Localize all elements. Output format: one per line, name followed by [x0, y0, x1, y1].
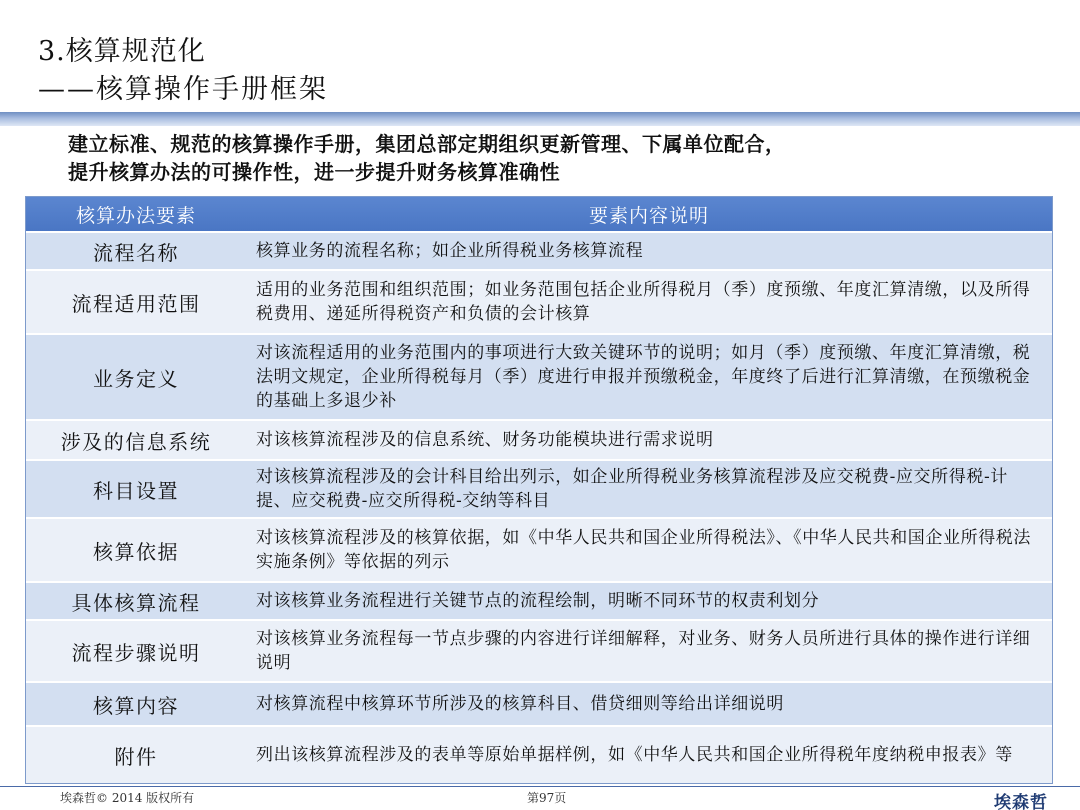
company-logo: 埃森哲 [994, 793, 1048, 810]
row-desc: 对该核算业务流程每一节点步骤的内容进行详细解释，对业务、财务人员所进行具体的操作进行详细说明 [256, 629, 1031, 673]
header-element: 核算办法要素 [75, 204, 196, 227]
intro-line-1: 建立标准、规范的核算操作手册，集团总部定期组织更新管理、下属单位配合， [68, 132, 786, 156]
table-row [26, 727, 1052, 783]
header-description: 要素内容说明 [588, 204, 709, 227]
footer-page-number: 第97页 [527, 791, 567, 805]
row-desc: 对核算流程中核算环节所涉及的核算科目、借贷细则等给出详细说明 [256, 694, 784, 714]
title-divider [0, 112, 1080, 126]
row-name: 流程名称 [93, 240, 179, 265]
row-desc: 对该核算流程涉及的信息系统、财务功能模块进行需求说明 [256, 430, 714, 450]
footer-copyright: 埃森哲© 2014 版权所有 [60, 791, 195, 805]
row-name: 具体核算流程 [71, 590, 201, 615]
row-name: 核算依据 [93, 539, 179, 564]
row-desc: 对该核算流程涉及的会计科目给出列示，如企业所得税业务核算流程涉及应交税费-应交所得税-计提、应交税费-应交所得税-交纳等科目 [256, 467, 1008, 511]
table-header [26, 197, 1052, 233]
row-name: 流程适用范围 [71, 291, 201, 316]
intro-text [68, 130, 786, 186]
table-row [26, 461, 1052, 519]
table-row [26, 583, 1052, 621]
table-row [26, 421, 1052, 461]
table-row [26, 621, 1052, 683]
row-desc: 核算业务的流程名称；如企业所得税业务核算流程 [256, 241, 644, 261]
row-desc: 对该核算业务流程进行关键节点的流程绘制，明晰不同环节的权责利划分 [256, 591, 820, 611]
row-desc: 适用的业务范围和组织范围；如业务范围包括企业所得税月（季）度预缴、年度汇算清缴，以及所得税费用、递延所得税资产和负债的会计核算 [256, 280, 1031, 324]
row-name: 流程步骤说明 [71, 640, 201, 665]
title-sub: ——核算操作手册框架 [38, 74, 328, 105]
framework-table [25, 196, 1053, 784]
intro-line-2: 提升核算办法的可操作性，进一步提升财务核算准确性 [68, 160, 560, 184]
row-name: 附件 [114, 744, 158, 769]
table-row [26, 335, 1052, 421]
row-name: 涉及的信息系统 [60, 429, 212, 454]
row-desc: 对该流程适用的业务范围内的事项进行大致关键环节的说明；如月（季）度预缴、年度汇算清缴，税法明文规定，企业所得税每月（季）度进行申报并预缴税金，年度终了后进行汇算清缴，在预缴税金的基础上多退少补 [256, 343, 1031, 411]
row-name: 业务定义 [93, 366, 179, 391]
title-main: 3.核算规范化 [38, 36, 206, 67]
table-row [26, 233, 1052, 271]
slide-title [38, 34, 328, 108]
table-row [26, 271, 1052, 335]
row-desc: 列出该核算流程涉及的表单等原始单据样例，如《中华人民共和国企业所得税年度纳税申报表》等 [256, 745, 1013, 765]
table-row [26, 683, 1052, 727]
row-name: 科目设置 [93, 478, 179, 503]
row-name: 核算内容 [93, 693, 179, 718]
row-desc: 对该核算流程涉及的核算依据，如《中华人民共和国企业所得税法》、《中华人民共和国企业所得税法实施条例》等依据的列示 [256, 528, 1031, 572]
table-row [26, 519, 1052, 583]
slide-footer [0, 786, 1080, 810]
